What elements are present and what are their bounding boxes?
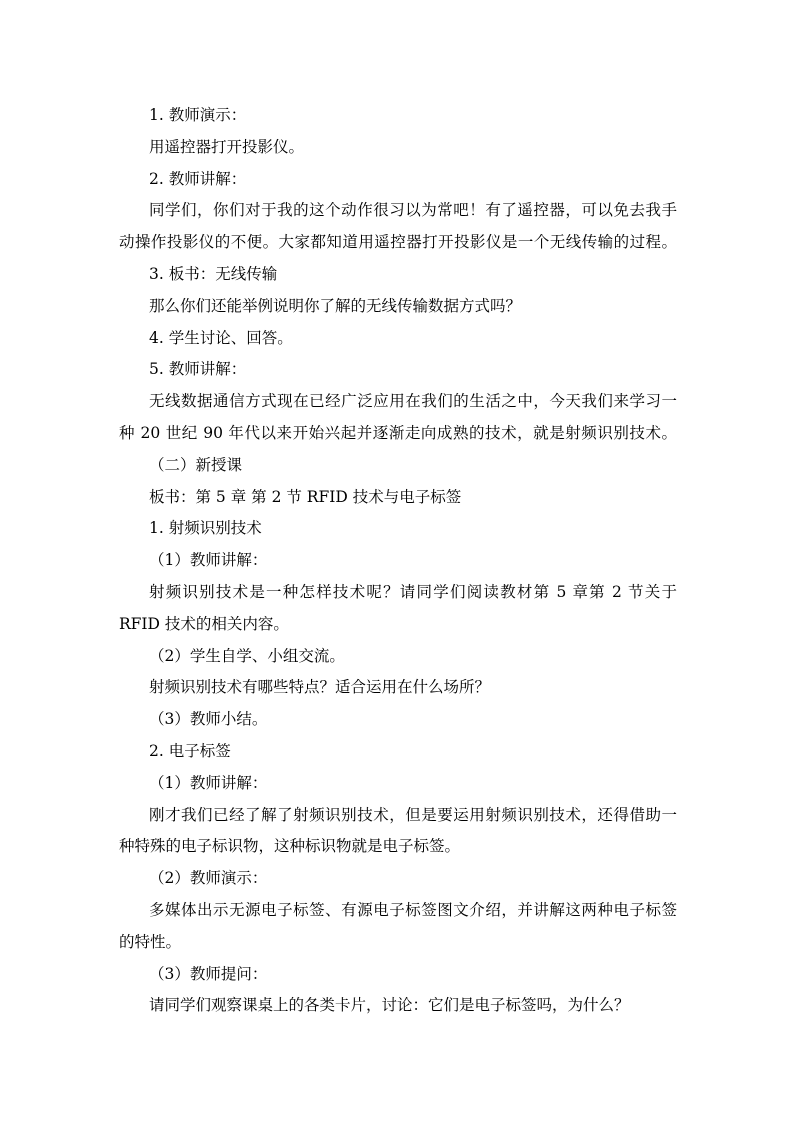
text-line: 那么你们还能举例说明你了解的无线传输数据方式吗？ [149, 296, 522, 315]
text-line: （2）教师演示： [149, 869, 268, 888]
text-line: （2）学生自学、小组交流。 [149, 646, 345, 665]
text-line: 射频识别技术有哪些特点？适合运用在什么场所？ [149, 678, 491, 697]
text-line: 请同学们观察课桌上的各类卡片，讨论：它们是电子标签吗，为什么？ [149, 996, 630, 1015]
text-line: 无线数据通信方式现在已经广泛应用在我们的生活之中，今天我们来学习一 [149, 392, 677, 411]
text-line: 4. 学生讨论、回答。 [149, 328, 293, 347]
text-line: 动操作投影仪的不便。大家都知道用遥控器打开投影仪是一个无线传输的过程。 [119, 233, 677, 252]
text-line: RFID 技术的相关内容。 [119, 614, 289, 633]
text-line: 3. 板书：无线传输 [149, 264, 278, 283]
text-line: （1）教师讲解： [149, 551, 268, 570]
text-line: 用遥控器打开投影仪。 [149, 137, 305, 156]
text-line: 1. 射频识别技术 [149, 519, 262, 538]
text-line: 射频识别技术是一种怎样技术呢？请同学们阅读教材第 5 章第 2 节关于 [149, 582, 677, 601]
text-line: 1. 教师演示： [149, 106, 247, 124]
lesson-text [119, 100, 677, 1022]
text-line: 刚才我们已经了解了射频识别技术，但是要运用射频识别技术，还得借助一 [149, 805, 677, 824]
text-line: 板书：第 5 章 第 2 节 RFID 技术与电子标签 [149, 487, 462, 506]
text-line: （1）教师讲解： [149, 773, 268, 792]
text-line: 种特殊的电子标识物，这种标识物就是电子标签。 [119, 837, 461, 856]
text-line: 5. 教师讲解： [149, 360, 247, 379]
text-line: 2. 电子标签 [149, 741, 231, 760]
text-line: 的特性。 [119, 932, 182, 951]
text-line: 2. 教师讲解： [149, 169, 247, 188]
text-line: （3）教师小结。 [149, 710, 268, 729]
text-line: 种 20 世纪 90 年代以来开始兴起并逐渐走向成熟的技术，就是射频识别技术。 [119, 423, 677, 442]
text-line: 多媒体出示无源电子标签、有源电子标签图文介绍，并讲解这两种电子标签 [149, 900, 677, 919]
text-line: （二）新授课 [149, 455, 243, 474]
text-line: 同学们，你们对于我的这个动作很习以为常吧！有了遥控器，可以免去我手 [149, 201, 677, 220]
text-line: （3）教师提问： [149, 964, 268, 983]
